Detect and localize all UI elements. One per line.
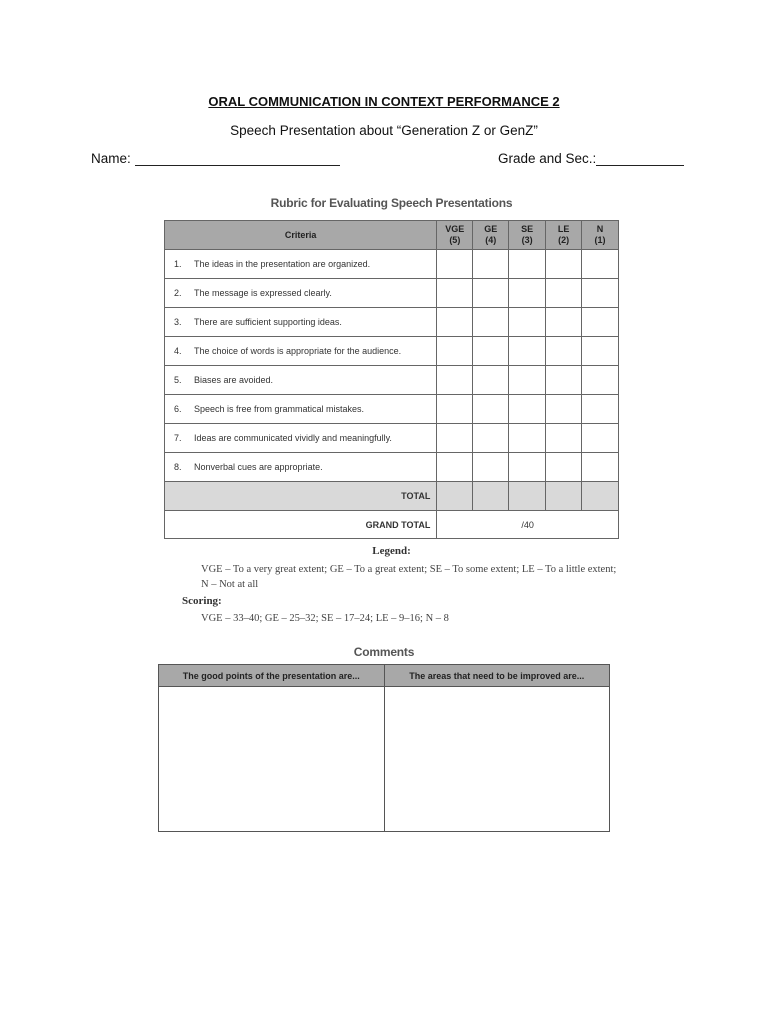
score-cell[interactable]	[546, 395, 582, 424]
score-cell[interactable]	[509, 250, 546, 279]
score-cell[interactable]	[509, 395, 546, 424]
good-points-area[interactable]	[159, 687, 385, 832]
table-row	[165, 337, 619, 366]
comments-body-row	[159, 687, 610, 832]
column-header-ge: GE (4)	[473, 221, 509, 250]
grade-label: Grade and Sec.:	[498, 151, 597, 166]
grade-field	[498, 151, 684, 166]
total-label: TOTAL	[165, 482, 437, 511]
score-cell[interactable]	[546, 453, 582, 482]
criterion-cell: 7. Ideas are communicated vividly and meaningfully.	[165, 424, 437, 453]
improve-header: The areas that need to be improved are...	[384, 665, 610, 687]
table-row	[165, 366, 619, 395]
table-row	[165, 308, 619, 337]
comments-header-row	[159, 665, 610, 687]
score-cell[interactable]	[437, 424, 473, 453]
score-cell[interactable]	[582, 308, 619, 337]
table-row	[165, 424, 619, 453]
good-points-header: The good points of the presentation are...	[159, 665, 385, 687]
score-cell[interactable]	[473, 279, 509, 308]
score-cell[interactable]	[473, 395, 509, 424]
column-header-le: LE (2)	[546, 221, 582, 250]
score-cell[interactable]	[582, 424, 619, 453]
score-cell[interactable]	[473, 337, 509, 366]
column-header-vge: VGE (5)	[437, 221, 473, 250]
score-cell[interactable]	[473, 308, 509, 337]
score-cell[interactable]	[546, 337, 582, 366]
name-label: Name:	[91, 151, 131, 166]
total-cell[interactable]	[437, 482, 473, 511]
rubric-header-row	[165, 221, 619, 250]
rubric-table	[164, 220, 619, 539]
name-field	[91, 151, 340, 166]
grand-total-value[interactable]: /40	[437, 511, 619, 539]
score-cell[interactable]	[582, 337, 619, 366]
table-row	[165, 453, 619, 482]
name-blank[interactable]	[135, 151, 340, 166]
criterion-cell: 2. The message is expressed clearly.	[165, 279, 437, 308]
improve-area[interactable]	[384, 687, 610, 832]
score-cell[interactable]	[437, 337, 473, 366]
score-cell[interactable]	[509, 366, 546, 395]
score-cell[interactable]	[582, 395, 619, 424]
score-cell[interactable]	[437, 453, 473, 482]
column-header-se: SE (3)	[509, 221, 546, 250]
legend-text	[201, 562, 626, 592]
table-row	[165, 395, 619, 424]
score-cell[interactable]	[509, 453, 546, 482]
score-cell[interactable]	[509, 337, 546, 366]
criterion-cell: 4. The choice of words is appropriate for the audience.	[165, 337, 437, 366]
legend-title: Legend:	[372, 545, 411, 557]
page-subtitle: Speech Presentation about “Generation Z or GenZ”	[230, 123, 538, 138]
score-cell[interactable]	[437, 279, 473, 308]
total-cell[interactable]	[546, 482, 582, 511]
score-cell[interactable]	[546, 308, 582, 337]
score-cell[interactable]	[473, 453, 509, 482]
score-cell[interactable]	[509, 424, 546, 453]
score-cell[interactable]	[546, 424, 582, 453]
grand-total-row	[165, 511, 619, 539]
criterion-cell: 1. The ideas in the presentation are organized.	[165, 250, 437, 279]
score-cell[interactable]	[582, 453, 619, 482]
criterion-cell: 3. There are sufficient supporting ideas.	[165, 308, 437, 337]
score-cell[interactable]	[437, 366, 473, 395]
legend-line-1: VGE – To a very great extent; GE – To a great extent; SE – To some extent; LE – To a little extent;	[201, 564, 617, 575]
table-row	[165, 250, 619, 279]
criteria-header: Criteria	[165, 221, 437, 250]
score-cell[interactable]	[582, 250, 619, 279]
score-cell[interactable]	[546, 366, 582, 395]
rubric-title: Rubric for Evaluating Speech Presentations	[270, 196, 513, 210]
score-cell[interactable]	[437, 308, 473, 337]
score-cell[interactable]	[509, 279, 546, 308]
criterion-cell: 8. Nonverbal cues are appropriate.	[165, 453, 437, 482]
total-cell[interactable]	[582, 482, 619, 511]
comments-table	[158, 664, 610, 832]
score-cell[interactable]	[473, 250, 509, 279]
score-cell[interactable]	[546, 250, 582, 279]
total-row	[165, 482, 619, 511]
total-cell[interactable]	[509, 482, 546, 511]
score-cell[interactable]	[473, 424, 509, 453]
score-cell[interactable]	[473, 366, 509, 395]
criterion-cell: 5. Biases are avoided.	[165, 366, 437, 395]
score-cell[interactable]	[509, 308, 546, 337]
grand-total-label: GRAND TOTAL	[165, 511, 437, 539]
score-cell[interactable]	[582, 279, 619, 308]
criterion-cell: 6. Speech is free from grammatical mistakes.	[165, 395, 437, 424]
table-row	[165, 279, 619, 308]
scoring-text: VGE – 33–40; GE – 25–32; SE – 17–24; LE – 9–16; N – 8	[201, 613, 449, 624]
score-cell[interactable]	[437, 250, 473, 279]
grade-blank[interactable]	[596, 151, 684, 166]
page-title: ORAL COMMUNICATION IN CONTEXT PERFORMANCE 2	[208, 94, 560, 109]
legend-line-2: N – Not at all	[201, 579, 259, 590]
scoring-title: Scoring:	[182, 595, 222, 607]
total-cell[interactable]	[473, 482, 509, 511]
score-cell[interactable]	[546, 279, 582, 308]
comments-title: Comments	[353, 645, 415, 659]
column-header-n: N (1)	[582, 221, 619, 250]
score-cell[interactable]	[437, 395, 473, 424]
score-cell[interactable]	[582, 366, 619, 395]
